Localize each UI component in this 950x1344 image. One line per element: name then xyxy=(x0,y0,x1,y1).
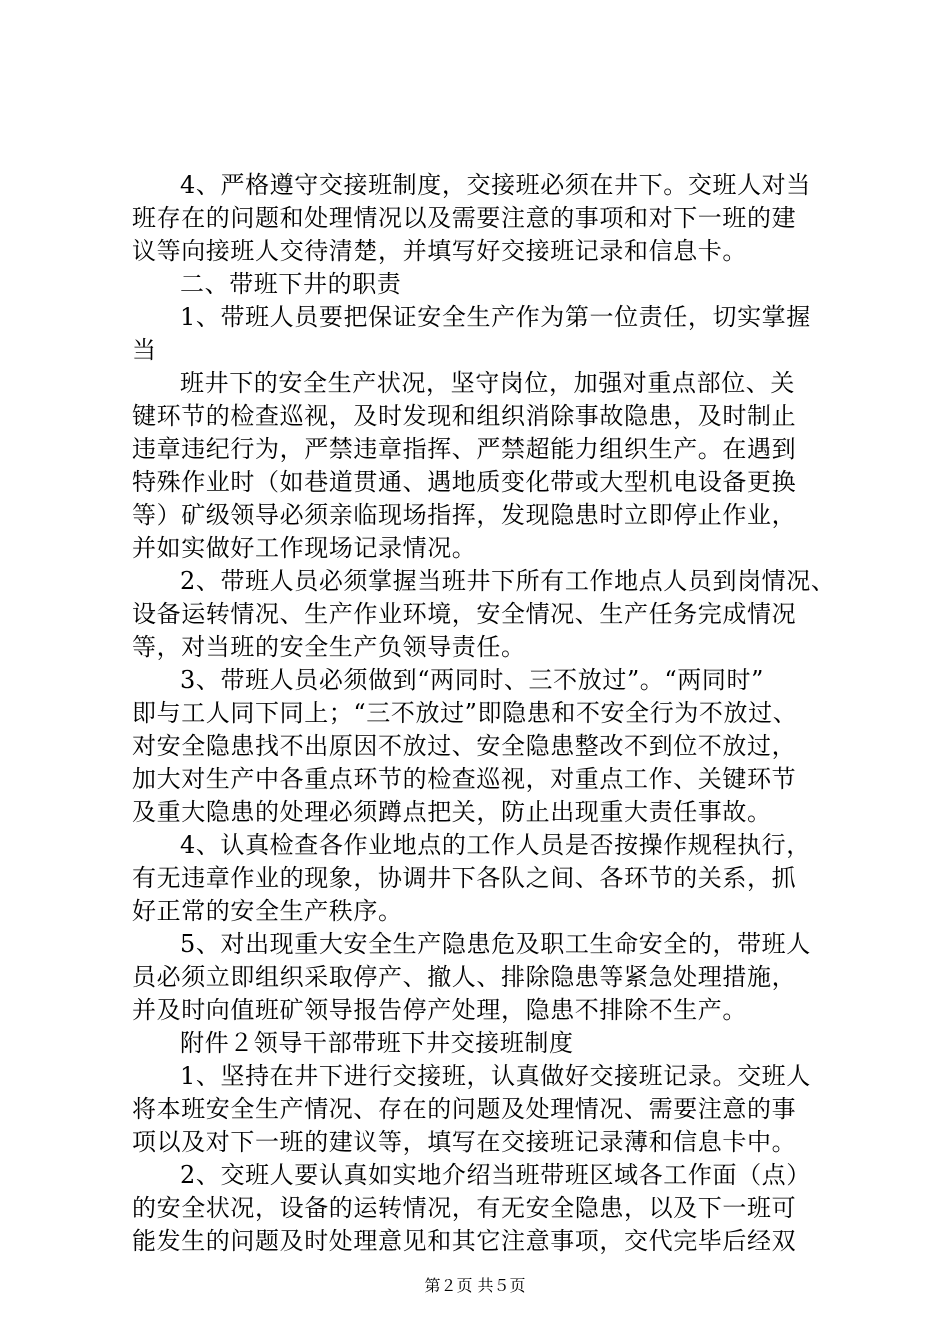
text-line: 附件２领导干部带班下井交接班制度 xyxy=(180,1029,574,1057)
text-line: 1、带班人员要把保证安全生产作为第一位责任，切实掌握 xyxy=(180,303,811,331)
text-line: 班井下的安全生产状况，坚守岗位，加强对重点部位、关 xyxy=(180,369,795,397)
text-line: 等）矿级领导必须亲临现场指挥，发现隐患时立即停止作业， xyxy=(132,501,797,529)
text-line: 即与工人同下同上；“三不放过”即隐患和不安全行为不放过、 xyxy=(132,699,798,727)
text-line: 并如实做好工作现场记录情况。 xyxy=(132,534,477,562)
text-line: 4、严格遵守交接班制度，交接班必须在井下。交班人对当 xyxy=(180,171,811,199)
text-line: 的安全状况，设备的运转情况，有无安全隐患，以及下一班可 xyxy=(132,1194,797,1222)
text-line: 当 xyxy=(132,336,157,364)
text-line: 及重大隐患的处理必须蹲点把关，防止出现重大责任事故。 xyxy=(132,798,772,826)
page-footer: 第２页 共５页 xyxy=(424,1276,526,1295)
text-line: 员必须立即组织采取停产、撤人、排除隐患等紧急处理措施， xyxy=(132,963,797,991)
text-line: 议等向接班人交待清楚，并填写好交接班记录和信息卡。 xyxy=(132,237,747,265)
text-line: 特殊作业时（如巷道贯通、遇地质变化带或大型机电设备更换 xyxy=(132,468,797,496)
text-line: 二、带班下井的职责 xyxy=(180,270,402,298)
text-line: 等，对当班的安全生产负领导责任。 xyxy=(132,633,526,661)
text-line: 设备运转情况、生产作业环境，安全情况、生产任务完成情况 xyxy=(132,600,797,628)
text-line: 键环节的检查巡视，及时发现和组织消除事故隐患，及时制止 xyxy=(132,402,797,430)
text-line: 1、坚持在井下进行交接班，认真做好交接班记录。交班人 xyxy=(180,1062,811,1090)
text-line: 对安全隐患找不出原因不放过、安全隐患整改不到位不放过， xyxy=(132,732,797,760)
text-line: 2、带班人员必须掌握当班井下所有工作地点人员到岗情况、 xyxy=(180,567,836,595)
text-line: 2、交班人要认真如实地介绍当班带班区域各工作面（点） xyxy=(180,1161,811,1189)
text-line: 3、带班人员必须做到“两同时、三不放过”。“两同时” xyxy=(180,666,764,694)
text-line: 有无违章作业的现象，协调井下各队之间、各环节的关系，抓 xyxy=(132,864,797,892)
text-line: 将本班安全生产情况、存在的问题及处理情况、需要注意的事 xyxy=(132,1095,797,1123)
text-line: 项以及对下一班的建议等，填写在交接班记录薄和信息卡中。 xyxy=(132,1128,797,1156)
text-line: 4、认真检查各作业地点的工作人员是否按操作规程执行， xyxy=(180,831,811,859)
document-body xyxy=(132,169,852,1258)
text-line: 并及时向值班矿领导报告停产处理，隐患不排除不生产。 xyxy=(132,996,747,1024)
text-line: 违章违纪行为，严禁违章指挥、严禁超能力组织生产。在遇到 xyxy=(132,435,797,463)
text-line: 5、对出现重大安全生产隐患危及职工生命安全的，带班人 xyxy=(180,930,811,958)
text-line: 好正常的安全生产秩序。 xyxy=(132,897,403,925)
text-line: 加大对生产中各重点环节的检查巡视，对重点工作、关键环节 xyxy=(132,765,797,793)
text-line: 能发生的问题及时处理意见和其它注意事项，交代完毕后经双 xyxy=(132,1227,797,1255)
text-line: 班存在的问题和处理情况以及需要注意的事项和对下一班的建 xyxy=(132,204,797,232)
